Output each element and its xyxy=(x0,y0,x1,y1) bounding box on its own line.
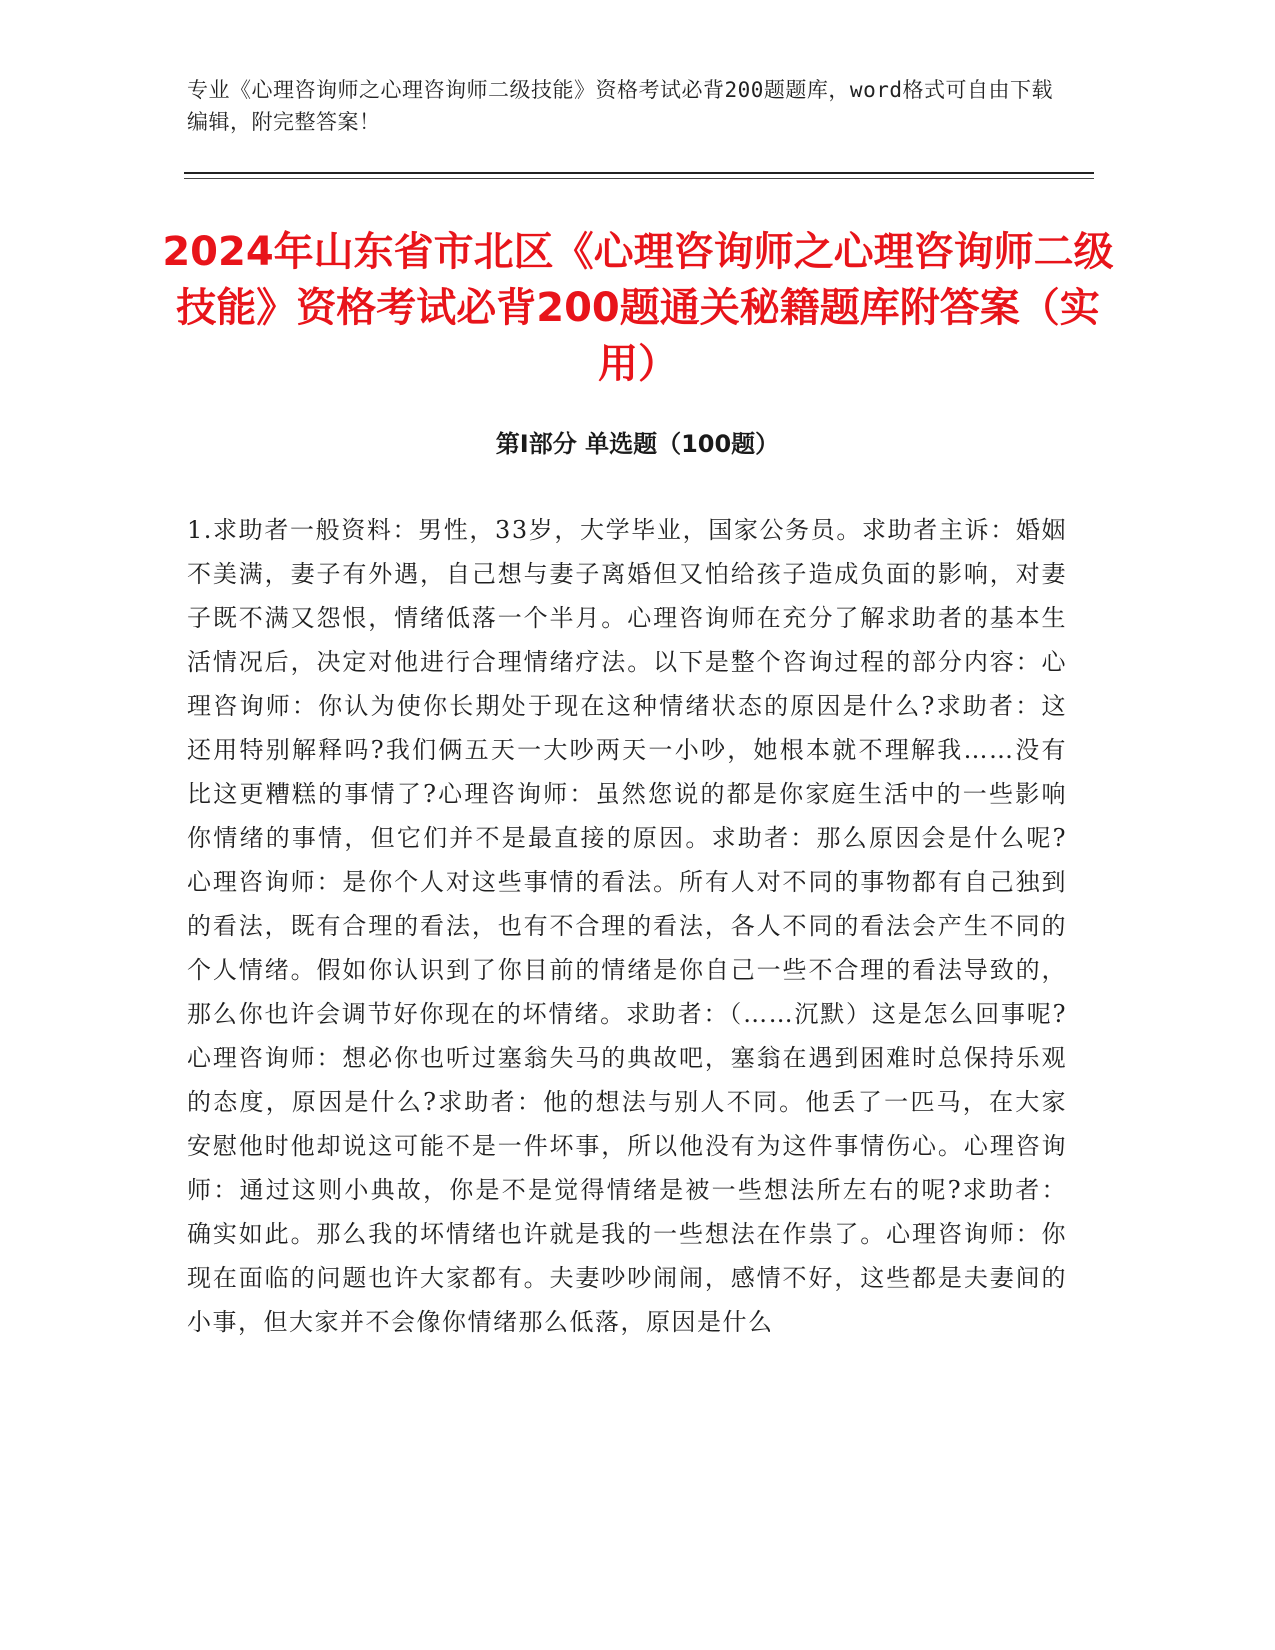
question-1-text: 1.求助者一般资料：男性，33岁，大学毕业，国家公务员。求助者主诉：婚姻不美满，妻子有外遇，自己想与妻子离婚但又怕给孩子造成负面的影响，对妻子既不满又怨恨，情绪低落一个半月。心理咨询师在充分了解求助者的基本生活情况后，决定对他进行合理情绪疗法。以下是整个咨询过程的部分内容：心理咨询师：你认为使你长期处于现在这种情绪状态的原因是什么?求助者：这还用特别解释吗?我们俩五天一大吵两天一小吵，她根本就不理解我……没有比这更糟糕的事情了?心理咨询师：虽然您说的都是你家庭生活中的一些影响你情绪的事情，但它们并不是最直接的原因。求助者：那么原因会是什么呢?心理咨询师：是你个人对这些事情的看法。所有人对不同的事物都有自己独到的看法，既有合理的看法，也有不合理的看法，各人不同的看法会产生不同的个人情绪。假如你认识到了你目前的情绪是你自己一些不合理的看法导致的，那么你也许会调节好你现在的坏情绪。求助者：（……沉默）这是怎么回事呢?心理咨询师：想必你也听过塞翁失马的典故吧，塞翁在遇到困难时总保持乐观的态度，原因是什么?求助者：他的想法与别人不同。他丢了一匹马，在大家安慰他时他却说这可能不是一件坏事，所以他没有为这件事情伤心。心理咨询师：通过这则小典故，你是不是觉得情绪是被一些想法所左右的呢?求助者：确实如此。那么我的坏情绪也许就是我的一些想法在作祟了。心理咨询师：你现在面临的问题也许大家都有。夫妻吵吵闹闹，感情不好，这些都是夫妻间的小事，但大家并不会像你情绪那么低落，原因是什么 xyxy=(187,516,1067,1336)
header-note: 专业《心理咨询师之心理咨询师二级技能》资格考试必背200题题库，word格式可自由下载编辑，附完整答案！ xyxy=(187,78,1053,134)
section-heading: 第Ⅰ部分 单选题（100题） xyxy=(495,430,780,458)
document-title: 2024年山东省市北区《心理咨询师之心理咨询师二级技能》资格考试必背200题通关秘籍题库附答案（实用） xyxy=(162,229,1114,387)
header-divider-thin xyxy=(184,178,1094,179)
header-divider-thick xyxy=(184,172,1094,174)
